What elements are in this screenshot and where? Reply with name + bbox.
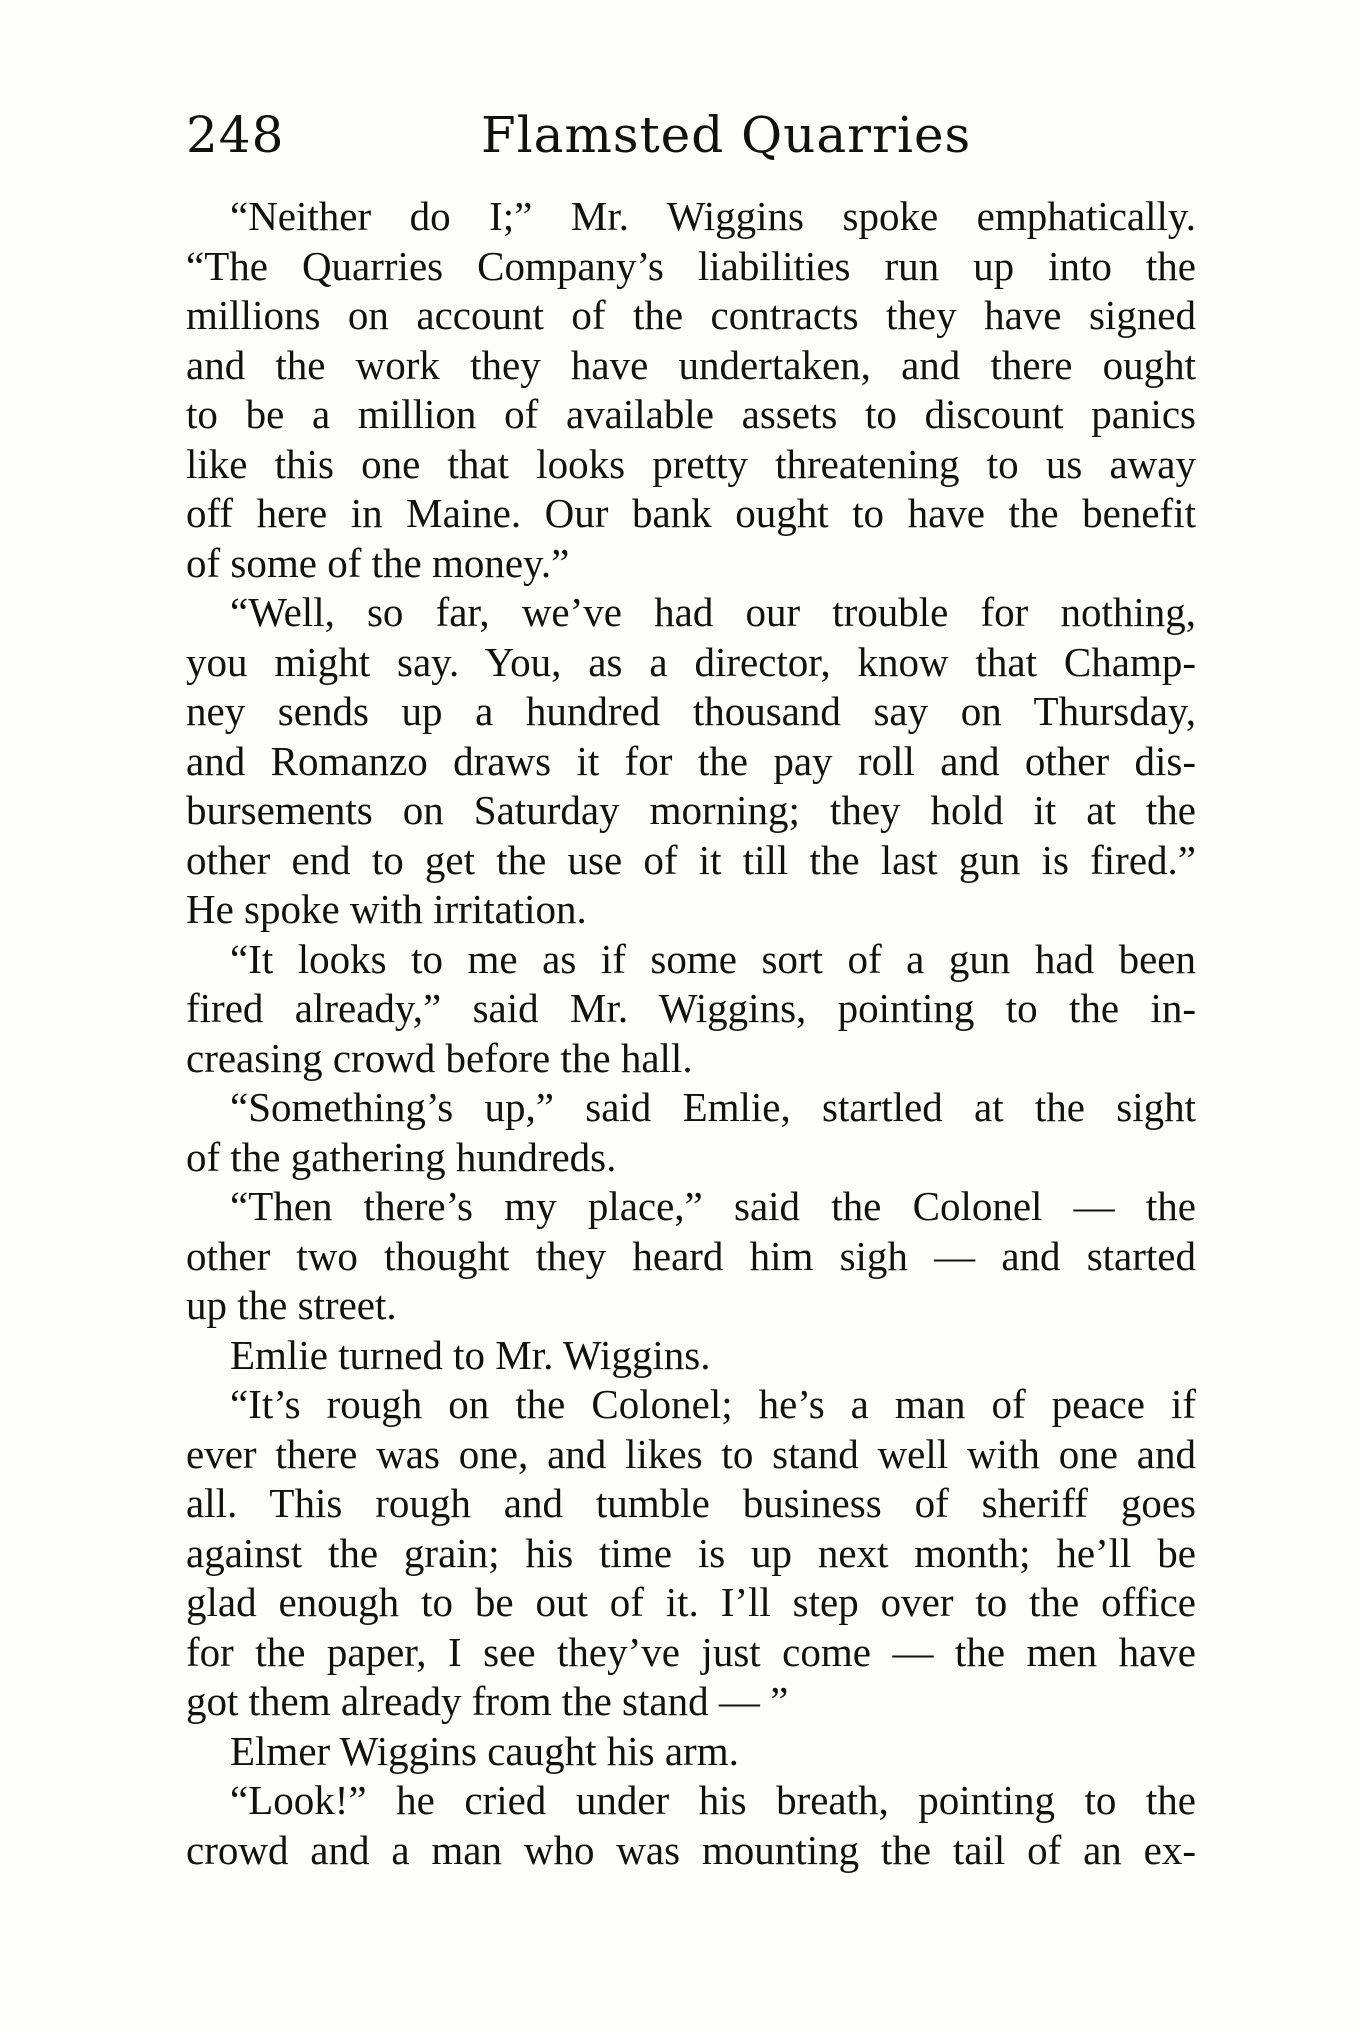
text-line: other end to get the use of it till the last gun is fired.”	[186, 836, 1196, 883]
page-header	[186, 106, 1196, 186]
text-line: for the paper, I see they’ve just come — the men have	[186, 1628, 1196, 1675]
text-line: “Look!” he cried under his breath, pointing to the	[230, 1777, 1196, 1823]
text-line: Emlie turned to Mr. Wiggins.	[230, 1331, 711, 1378]
text-line: millions on account of the contracts they have signed	[186, 292, 1196, 338]
text-line: other two thought they heard him sigh — and started	[186, 1232, 1196, 1279]
text-line: fired already,” said Mr. Wiggins, pointing to the in-	[186, 985, 1196, 1031]
page-number: 248	[186, 106, 285, 164]
text-line: creasing crowd before the hall.	[186, 1034, 693, 1081]
text-line: “Something’s up,” said Emlie, startled at the sight	[230, 1084, 1196, 1130]
text-line: to be a million of available assets to discount panics	[186, 391, 1196, 437]
text-line: “Then there’s my place,” said the Colonel — the	[230, 1183, 1196, 1229]
text-line: ever there was one, and likes to stand well with one and	[186, 1430, 1196, 1477]
text-line: Elmer Wiggins caught his arm.	[230, 1727, 739, 1774]
text-line: and the work they have undertaken, and there ought	[186, 341, 1196, 388]
text-line: glad enough to be out of it. I’ll step over to the office	[186, 1579, 1196, 1625]
text-line: crowd and a man who was mounting the tail of an ex-	[186, 1826, 1196, 1873]
running-title: Flamsted Quarries	[481, 106, 972, 164]
text-line: bursements on Saturday morning; they hold it at the	[186, 787, 1196, 833]
text-line: He spoke with irritation.	[186, 886, 587, 932]
text-line: off here in Maine. Our bank ought to have the benefit	[186, 490, 1196, 536]
text-line: ney sends up a hundred thousand say on Thursday,	[186, 688, 1196, 734]
body-text	[186, 192, 1196, 1875]
text-line: “It’s rough on the Colonel; he’s a man of peace if	[230, 1381, 1196, 1427]
text-line: got them already from the stand — ”	[186, 1678, 789, 1724]
text-line: all. This rough and tumble business of sheriff goes	[186, 1480, 1196, 1526]
text-line: “It looks to me as if some sort of a gun had been	[230, 935, 1196, 982]
text-line: of the gathering hundreds.	[186, 1133, 617, 1180]
text-line: like this one that looks pretty threatening to us away	[186, 440, 1196, 487]
text-line: “The Quarries Company’s liabilities run up into the	[186, 242, 1196, 289]
text-line: up the street.	[186, 1282, 397, 1328]
text-line: “Well, so far, we’ve had our trouble for nothing,	[230, 589, 1196, 635]
text-line: against the grain; his time is up next month; he’ll be	[186, 1529, 1196, 1576]
text-line: you might say. You, as a director, know that Champ-	[186, 638, 1196, 685]
text-line: of some of the money.”	[186, 539, 570, 586]
text-line: “Neither do I;” Mr. Wiggins spoke emphatically.	[230, 193, 1196, 239]
text-line: and Romanzo draws it for the pay roll and other dis-	[186, 737, 1196, 784]
